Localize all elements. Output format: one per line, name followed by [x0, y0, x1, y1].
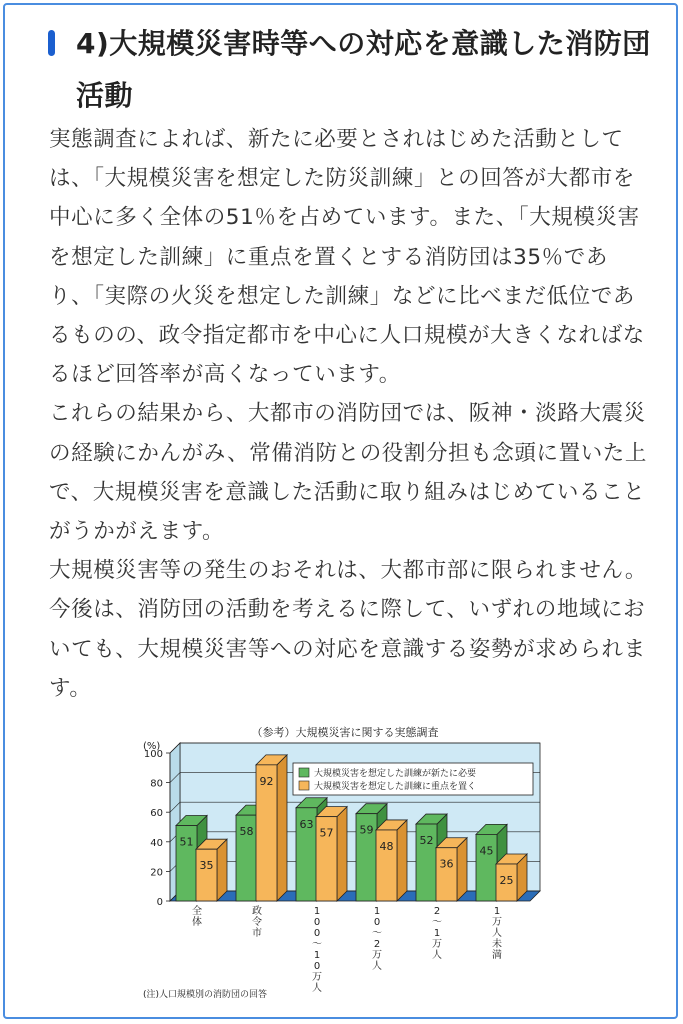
paragraph-1: 実態調査によれば、新たに必要とされはじめた活動としては、「大規模災害を想定した防災訓練」との回答が大都市を中心に多く全体の51％を占めています。また、「大規模災害を想定した訓練」に重点を置くとする消防団は35％であり、「実際の火災を想定した訓練」などに比べまだ低位であるものの、政令指定都市を中心に人口規模が大きくなればなるほど回答率が高くなっています。 — [49, 127, 645, 388]
bar-side — [277, 755, 287, 901]
bar-chart — [135, 725, 555, 1005]
legend-label: 大規模災害を想定した訓練に重点を置く — [314, 782, 477, 792]
bar — [436, 848, 457, 901]
y-axis-label: (%) — [143, 741, 161, 752]
paragraph-2: これらの結果から、大都市の消防団では、阪神・淡路大震災の経験にかんがみ、常備消防との役割分担も念頭に置いた上で、大規模災害を意識した活動に取り組みはじめていることがうかがえます。 — [49, 401, 647, 545]
data-label: 59 — [359, 823, 374, 837]
x-tick-label: 全体 — [192, 906, 202, 928]
legend-label: 大規模災害を想定した訓練が新たに必要 — [314, 769, 477, 779]
data-label: 52 — [419, 834, 434, 848]
y-tick-label: 0 — [156, 897, 163, 908]
bar — [196, 849, 217, 901]
legend-swatch — [299, 781, 309, 790]
x-tick-label: 2 〜 1 万人 — [432, 906, 442, 961]
heading-accent-bar — [48, 30, 55, 56]
x-tick-label: 1 0 〜 2 万人 — [372, 906, 382, 972]
bar-side — [217, 839, 227, 901]
x-tick-label: 1 0 0 〜 1 0 万人 — [312, 906, 322, 994]
data-label: 36 — [439, 857, 454, 871]
body-text — [49, 120, 649, 708]
paragraph-3: 大規模災害等の発生のおそれは、大都市部に限られません。今後は、消防団の活動を考えるに際して、いずれの地域においても、大規模災害等への対応を意識する姿勢が求められます。 — [49, 558, 647, 701]
chart-title: （参考）大規模災害に関する実態調査 — [251, 726, 439, 739]
survey-chart — [135, 725, 555, 1005]
data-label: 45 — [479, 844, 494, 858]
data-label: 58 — [239, 825, 254, 839]
data-label: 25 — [499, 874, 514, 887]
data-label: 57 — [319, 826, 334, 840]
data-label: 63 — [299, 817, 314, 831]
section-title: 4)大規模災害時等への対応を意識した消防団活動 — [76, 27, 651, 112]
data-label: 35 — [199, 859, 214, 873]
y-tick-label: 60 — [150, 808, 163, 820]
y-tick-label: 20 — [150, 867, 163, 879]
bar-side — [337, 807, 347, 901]
y-tick-label: 40 — [150, 837, 163, 849]
data-label: 48 — [379, 839, 394, 853]
bar-side — [397, 820, 407, 901]
data-label: 51 — [179, 835, 194, 849]
x-tick-label: 政令市 — [252, 906, 262, 939]
legend-swatch — [299, 768, 309, 777]
bar-side — [457, 838, 467, 901]
x-tick-label: 1 万人未満 — [492, 906, 502, 961]
data-label: 92 — [259, 774, 274, 788]
chart-note: (注)人口規模別の消防団の回答 — [143, 990, 268, 1000]
y-tick-label: 80 — [150, 778, 163, 790]
y-tick-label: 100 — [143, 749, 163, 760]
